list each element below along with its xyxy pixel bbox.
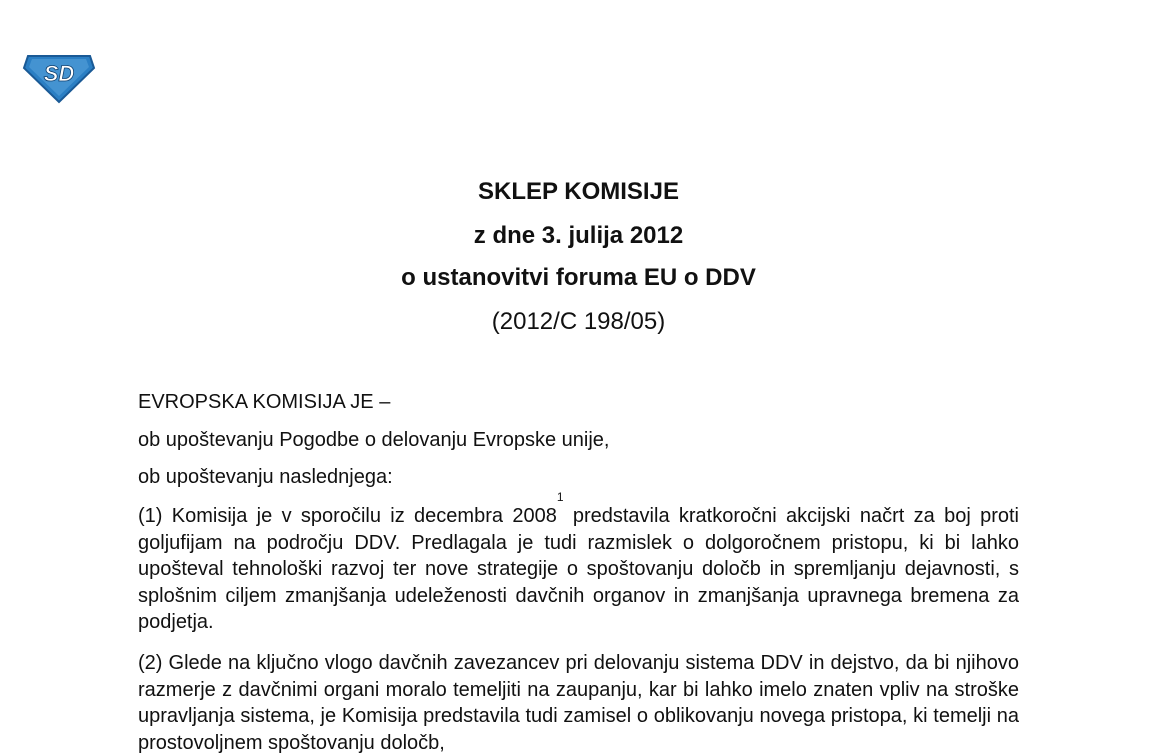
document-subject: o ustanovitvi foruma EU o DDV: [401, 264, 756, 291]
document-reference: (2012/C 198/05): [491, 308, 666, 335]
footnote-reference[interactable]: 1: [556, 490, 564, 504]
document-title: SKLEP KOMISIJE: [478, 178, 679, 205]
paragraph-1-rest: predstavila kratkoročni akcijski načrt za boj proti goljufijam na področju DDV. Predlagala je tudi razmislek o dolgoročnem pristopu, ki bi lahko upošteval tehnološki razvoj ter nove strategije o spoštovanju določb in spremljanju dejavnosti, s splošnim ciljem zmanjšanja udeleženosti davčnih organov in zmanjšanja upravnega bremena za podjetja.: [138, 505, 1019, 633]
paragraph-2: (2) Glede na ključno vlogo davčnih zavezancev pri delovanju sistema DDV in dejstvo, da bi njihovo razmerje z davčnimi organi moralo temeljiti na zaupanju, kar bi lahko imelo znaten vpliv na stroške upravljanja sistema, je Komisija predstavila tudi zamisel o oblikovanju novega pristopa, ki temelji na prostovoljnem spoštovanju določb,: [138, 652, 1019, 754]
paragraph-1: [138, 490, 1019, 636]
paragraph-1-start: (1) Komisija je v sporočilu iz decembra 2008: [138, 505, 557, 527]
logo-text: SD: [43, 61, 75, 86]
logo-icon: [22, 50, 96, 104]
document-date: z dne 3. julija 2012: [473, 222, 684, 249]
preamble: EVROPSKA KOMISIJA JE –: [138, 391, 391, 413]
considering-line: ob upoštevanju naslednjega:: [138, 466, 393, 488]
recital-intro: ob upoštevanju Pogodbe o delovanju Evropske unije,: [138, 429, 610, 451]
